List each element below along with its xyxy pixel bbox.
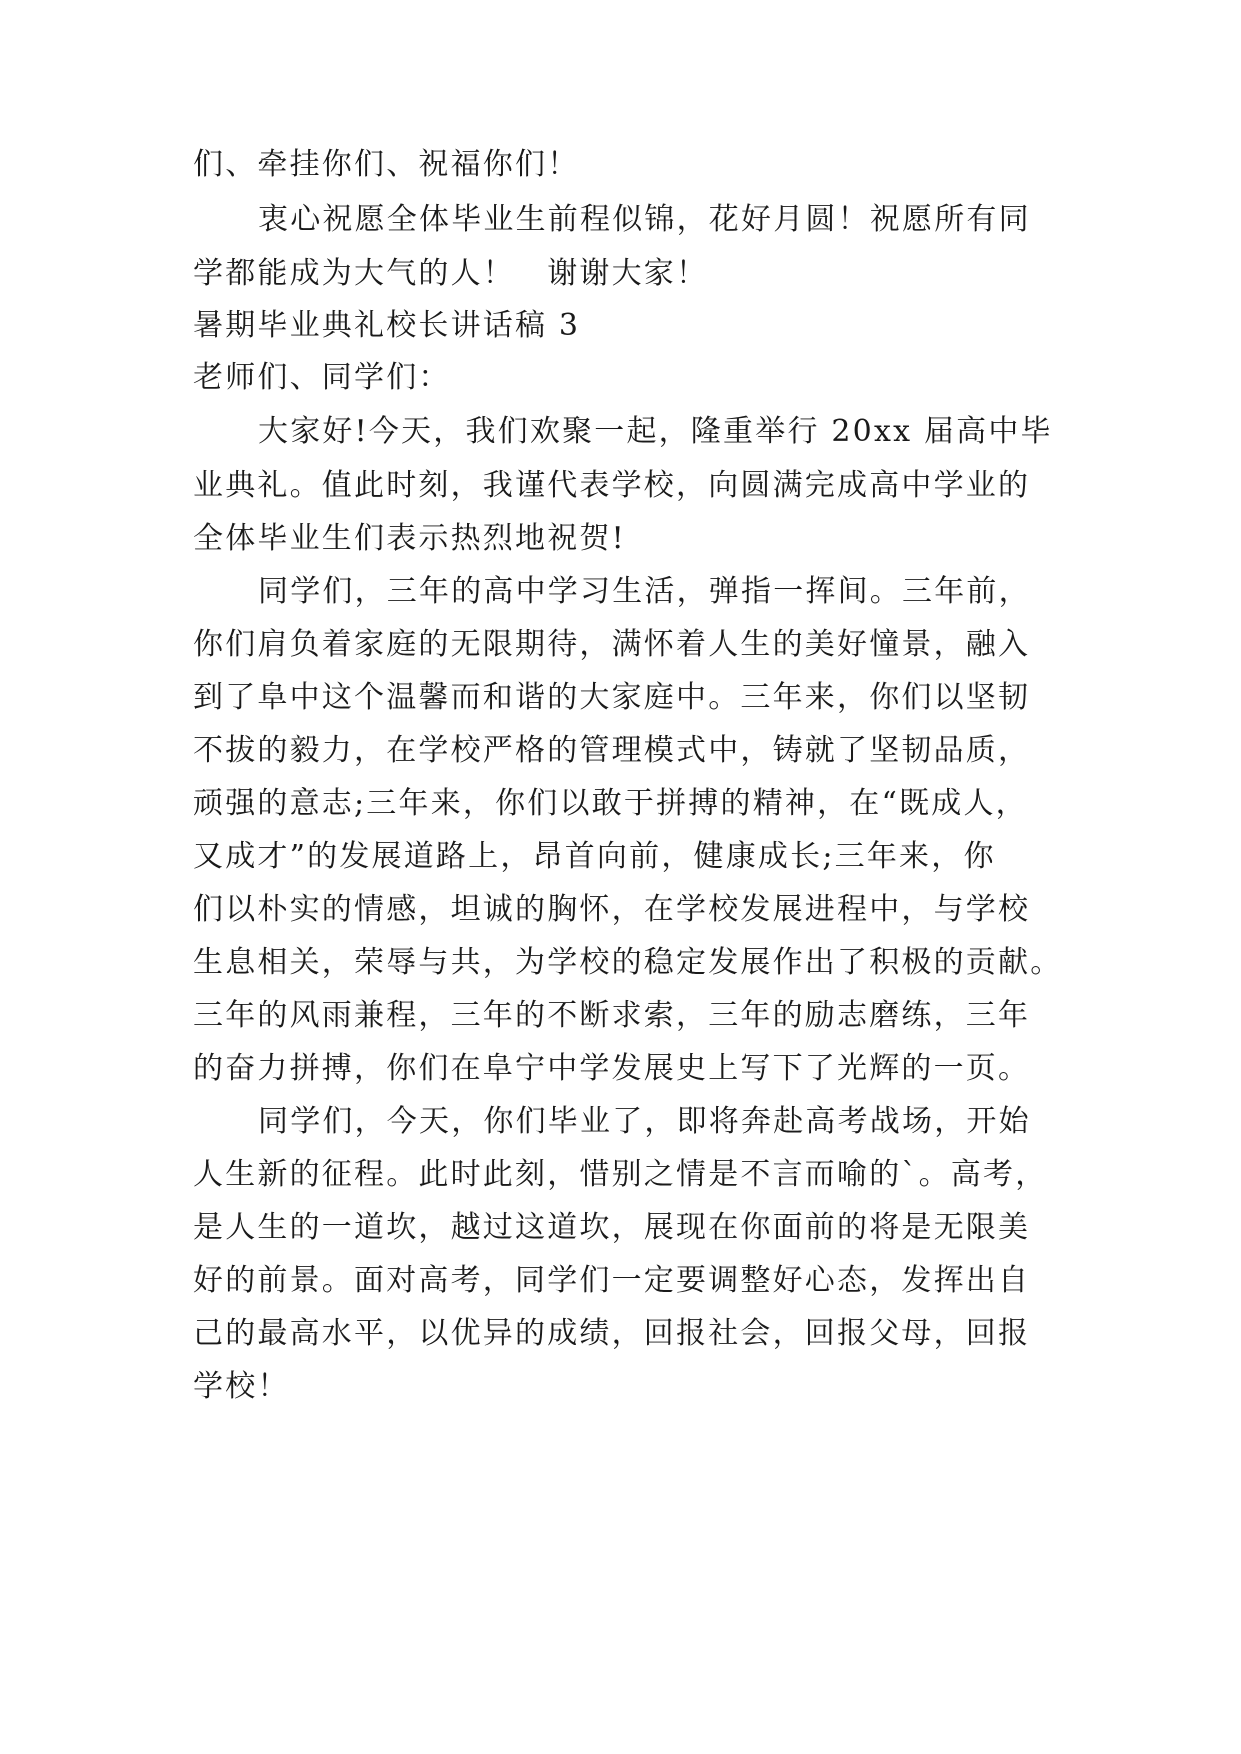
text-line: 到了阜中这个温馨而和谐的大家庭中。三年来，你们以坚韧 (193, 680, 1031, 715)
text-line: 全体毕业生们表示热烈地祝贺! (193, 521, 626, 556)
text-line: 好的前景。面对高考，同学们一定要调整好心态，发挥出自 (193, 1263, 1031, 1298)
text-line: 学校！ (193, 1369, 290, 1404)
text-line: 顽强的意志;三年来，你们以敢于拼搏的精神，在“既成人， (193, 786, 1028, 821)
text-line: 你们肩负着家庭的无限期待，满怀着人生的美好憧景，融入 (193, 627, 1031, 662)
text-line: 是人生的一道坎，越过这道坎，展现在你面前的将是无限美 (193, 1210, 1031, 1245)
text-line: 们以朴实的情感，坦诚的胸怀，在学校发展进程中，与学校 (193, 892, 1031, 927)
text-line: 三年的风雨兼程，三年的不断求索，三年的励志磨练，三年 (193, 998, 1031, 1033)
text-line: 又成才”的发展道路上，昂首向前，健康成长;三年来，你 (193, 839, 996, 874)
text-line: 人生新的征程。此时此刻，惜别之情是不言而喻的`。高考， (193, 1157, 1048, 1192)
salutation: 老师们、同学们： (193, 360, 451, 395)
text-line: 同学们，三年的高中学习生活，弹指一挥间。三年前， (258, 574, 1031, 609)
section-heading: 暑期毕业典礼校长讲话稿 3 (193, 308, 581, 343)
text-line: 学都能成为大气的人！ 谢谢大家！ (193, 256, 709, 291)
text-line: 衷心祝愿全体毕业生前程似锦，花好月圆！祝愿所有同 (258, 202, 1031, 237)
text-line: 同学们，今天，你们毕业了，即将奔赴高考战场，开始 (258, 1104, 1031, 1139)
text-line: 生息相关，荣辱与共，为学校的稳定发展作出了积极的贡献。 (193, 945, 1063, 980)
text-line: 不拔的毅力，在学校严格的管理模式中，铸就了坚韧品质， (193, 733, 1031, 768)
text-line: 己的最高水平，以优异的成绩，回报社会，回报父母，回报 (193, 1316, 1031, 1351)
text-line: 的奋力拼搏，你们在阜宁中学发展史上写下了光辉的一页。 (193, 1051, 1031, 1086)
text-line: 业典礼。值此时刻，我谨代表学校，向圆满完成高中学业的 (193, 468, 1031, 503)
text-line: 们、牵挂你们、祝福你们！ (193, 147, 580, 182)
text-line: 大家好!今天，我们欢聚一起，隆重举行 20xx 届高中毕 (258, 414, 1053, 449)
